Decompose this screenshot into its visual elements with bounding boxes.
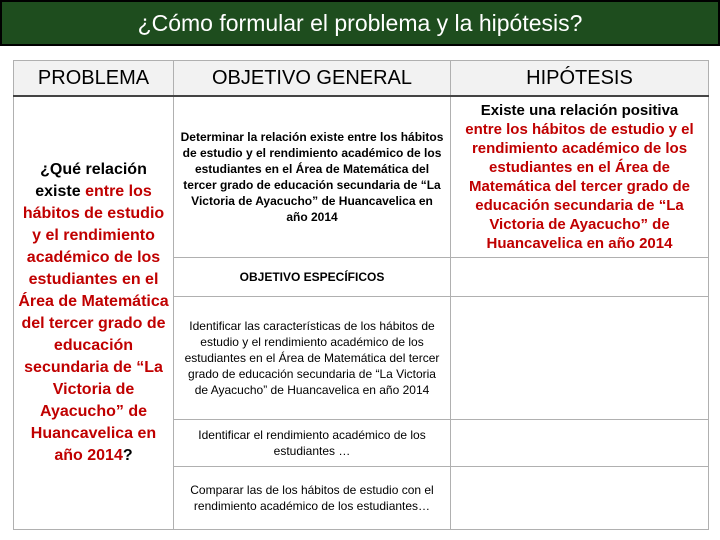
hipotesis-text-highlight: entre los hábitos de estudio y el rendimiento académico de los estudiantes en el Área de Matemática del tercer grado de educación secundaria de “La Victoria de Ayacucho” de Huancavelica en año 2014: [465, 121, 694, 252]
problema-text-start: ¿Qué relación existe: [35, 161, 147, 200]
objetivo-general-text: Determinar la relación existe entre los hábitos de estudio y el rendimiento académico de los estudiantes en el Área de Matemática del tercer grado de educación secundaria de “La Victoria de Ayacucho” de Huancavelica en año 2014: [174, 96, 451, 258]
objetivo-especifico-3: Comparar las de los hábitos de estudio con el rendimiento académico de los estudiantes…: [174, 467, 451, 530]
empty-cell: [451, 297, 709, 420]
comparison-table: [13, 60, 709, 530]
objetivo-especifico-1: Identificar las características de los hábitos de estudio y el rendimiento académico de los estudiantes en el Área de Matemática del tercer grado de educación secundaria de “La Victoria de Ayacucho” de Huancavelica en año 2014: [174, 297, 451, 420]
hipotesis-cell: [451, 96, 709, 258]
header-problema: PROBLEMA: [14, 61, 174, 97]
hipotesis-text-start: Existe una relación positiva: [480, 102, 679, 119]
slide-title: ¿Cómo formular el problema y la hipótesis?: [0, 0, 720, 46]
objetivos-especificos-title: OBJETIVO ESPECÍFICOS: [174, 258, 451, 297]
header-objetivo-general: OBJETIVO GENERAL: [174, 61, 451, 97]
header-hipotesis: HIPÓTESIS: [451, 61, 709, 97]
problema-cell: [14, 96, 174, 530]
objetivo-especifico-2: Identificar el rendimiento académico de los estudiantes …: [174, 420, 451, 467]
empty-cell: [451, 420, 709, 467]
empty-cell: [451, 467, 709, 530]
problema-text-end: ?: [122, 447, 133, 464]
empty-cell: [451, 258, 709, 297]
problema-text-highlight: entre los hábitos de estudio y el rendimiento académico de los estudiantes en el Área de Matemática del tercer grado de educación secundaria de “La Victoria de Ayacucho” de Huancavelica en año 2014: [18, 183, 169, 464]
